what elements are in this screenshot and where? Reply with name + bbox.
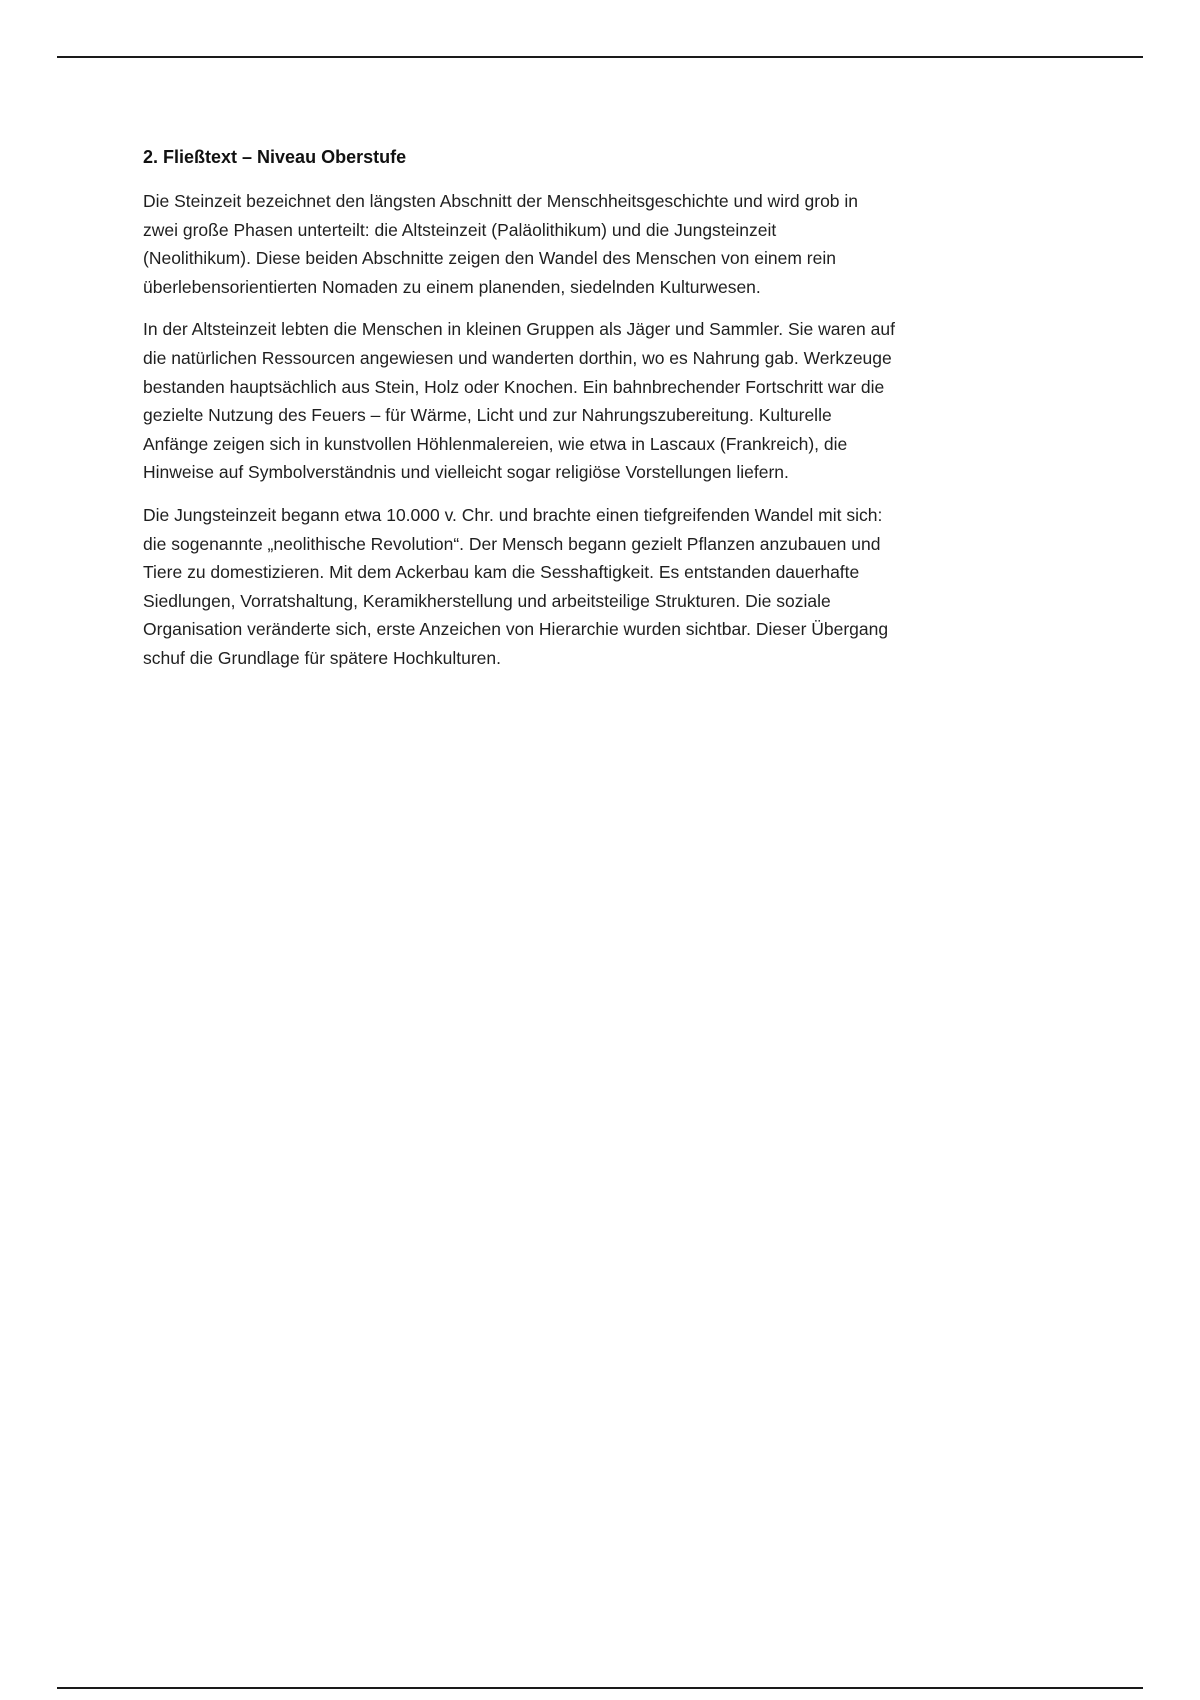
text-line: Hinweise auf Symbolverständnis und vielleicht sogar religiöse Vorstellungen liefern. [143, 462, 789, 483]
footer-rule [57, 1687, 1143, 1689]
text-line: überlebensorientierten Nomaden zu einem planenden, siedelnden Kulturwesen. [143, 276, 761, 297]
document-body [143, 145, 1063, 687]
text-line: Tiere zu domestizieren. Mit dem Ackerbau kam die Sesshaftigkeit. Es entstanden dauerhafte [143, 562, 860, 583]
text-line: gezielte Nutzung des Feuers – für Wärme, Licht und zur Nahrungszubereitung. Kulturelle [143, 405, 832, 426]
text-line: Die Jungsteinzeit begann etwa 10.000 v. Chr. und brachte einen tiefgreifenden Wandel mit sich: [143, 504, 883, 525]
paragraph-intro [143, 187, 1063, 301]
text-line: (Neolithikum). Diese beiden Abschnitte zeigen den Wandel des Menschen von einem rein [143, 248, 836, 269]
text-line: In der Altsteinzeit lebten die Menschen in kleinen Gruppen als Jäger und Sammler. Sie waren auf [143, 319, 895, 340]
paragraph-jungsteinzeit [143, 501, 1063, 673]
text-line: Anfänge zeigen sich in kunstvollen Höhlenmalereien, wie etwa in Lascaux (Frankreich), die [143, 433, 848, 454]
paragraph-altsteinzeit [143, 315, 1063, 487]
text-line: die natürlichen Ressourcen angewiesen und wanderten dorthin, wo es Nahrung gab. Werkzeuge [143, 347, 892, 368]
text-line: zwei große Phasen unterteilt: die Altsteinzeit (Paläolithikum) und die Jungsteinzeit [143, 219, 777, 240]
text-line: bestanden hauptsächlich aus Stein, Holz oder Knochen. Ein bahnbrechender Fortschritt war die [143, 376, 885, 397]
text-line: die sogenannte „neolithische Revolution“. Der Mensch begann gezielt Pflanzen anzubauen und [143, 533, 881, 554]
text-line: Die Steinzeit bezeichnet den längsten Abschnitt der Menschheitsgeschichte und wird grob in [143, 191, 859, 211]
text-line: Siedlungen, Vorratshaltung, Keramikherstellung und arbeitsteilige Strukturen. Die soziale [143, 590, 831, 611]
section-heading: 2. Fließtext – Niveau Oberstufe [143, 147, 407, 167]
text-line: schuf die Grundlage für spätere Hochkulturen. [143, 647, 501, 668]
text-line: Organisation veränderte sich, erste Anzeichen von Hierarchie wurden sichtbar. Dieser Übergang [143, 619, 889, 640]
header-rule [57, 56, 1143, 58]
